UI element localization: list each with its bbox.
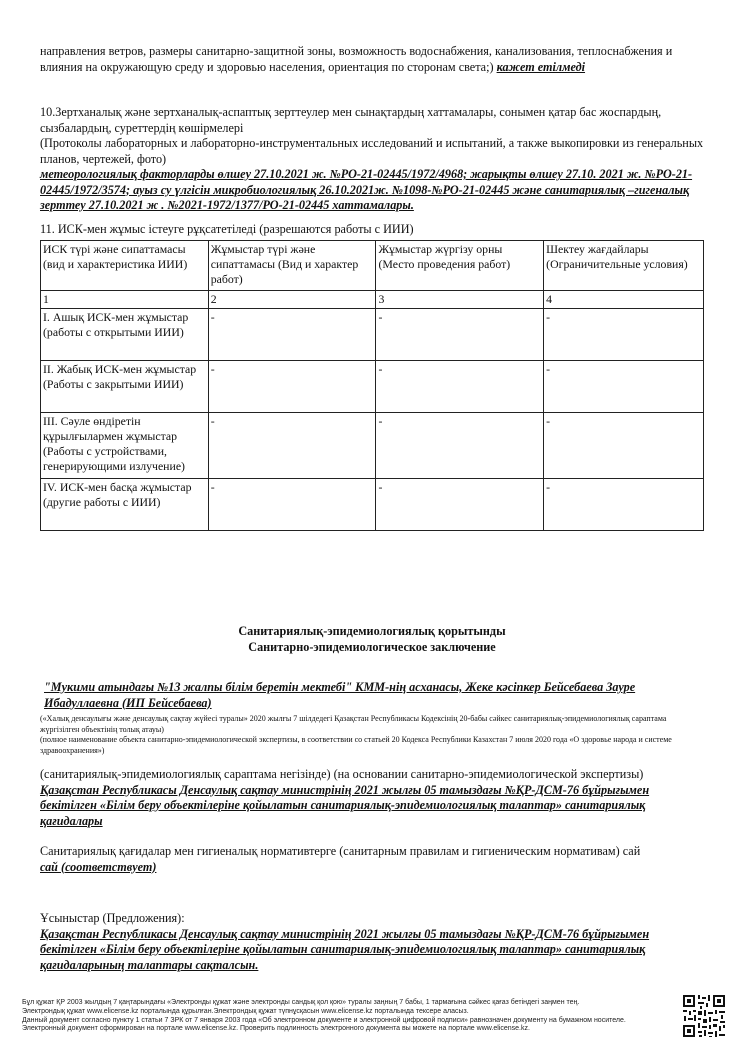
footer-line-3: Данный документ согласно пункту 1 статьи 7 ЗРК от 7 января 2003 года «Об электронном документе и электронной цифровой подписи» равнозначен документу на бумажном носителе. Электронный документ сформирован на портале www.elicense.kz. Проверить подлинность электронного документа вы можете на портале www.elicense.kz. <box>22 1016 626 1033</box>
table-number-cell: 3 <box>376 291 544 309</box>
top-line-2: теплоснабжения и влияния на окружающую среду и здоровью населения, ориентация по сторонам света;) <box>40 44 673 74</box>
table-header-cell: Жұмыстар жүргізу орны (Место проведения работ) <box>376 241 544 291</box>
isk-table <box>40 240 704 531</box>
basis-block <box>40 767 704 829</box>
compliance-value: сай (соответствует) <box>40 859 157 874</box>
conclusion-title-kz: Санитариялық-эпидемиологиялық қорытынды <box>238 624 506 638</box>
table-cell: - <box>544 361 704 413</box>
qr-code-graphic <box>681 993 727 1039</box>
table-header-cell: ИСК түрі және сипаттамасы (вид и характеристика ИИИ) <box>41 241 209 291</box>
table-cell: - <box>376 479 544 531</box>
table-header-row <box>41 241 704 291</box>
object-name-text: "Мукими атындағы №13 жалпы білім беретін мектебі" КММ-нің асханасы, Жеке кәсіпкер Бейсебаева Зауре Ибадуллаевна (ИП Бейсебаева) <box>44 680 636 710</box>
section-10-title-ru: (Протоколы лабораторных и лабораторно-инструментальных исследований и испытаний, а также выкопировки из генеральных планов, чертежей, фото) <box>40 136 704 166</box>
table-row <box>41 309 704 361</box>
table-cell: - <box>544 413 704 479</box>
table-cell: III. Сәуле өндіретін құрылғылармен жұмыстар (Работы с устройствами, генерирующими излучение) <box>41 413 209 479</box>
conclusion-title-ru: Санитарно-эпидемиологическое заключение <box>248 639 496 654</box>
table-row <box>41 413 704 479</box>
wind-directions-paragraph <box>40 44 704 75</box>
table-row <box>41 479 704 531</box>
top-answer: кажет етілмеді <box>496 59 586 74</box>
table-number-cell: 2 <box>208 291 376 309</box>
compliance-label: Санитариялық қағидалар мен гигиеналық нормативтерге (санитарным правилам и гигиеническим нормативам) сай <box>40 844 641 858</box>
section-10 <box>40 105 704 214</box>
compliance-block <box>40 844 704 875</box>
proposals-label: Ұсыныстар (Предложения): <box>40 911 185 925</box>
table-row <box>41 361 704 413</box>
table-cell: - <box>208 361 376 413</box>
section-10-title-kz: 10.Зертханалық және зертханалық-аспаптық зерттеулер мен сынақтардың хаттамалары, сонымен қатар бас жоспардың, сызбалардың, суреттердің көшірмелері <box>40 105 662 135</box>
table-cell: - <box>376 309 544 361</box>
table-number-row <box>41 291 704 309</box>
qr-code-icon <box>681 993 727 1039</box>
conclusion-title <box>40 624 704 655</box>
table-cell: I. Ашық ИСК-мен жұмыстар (работы с открытыми ИИИ) <box>41 309 209 361</box>
table-header-cell: Шектеу жағдайлары (Ограничительные условия) <box>544 241 704 291</box>
section-10-answer: метеорологиялық факторларды өлшеу 27.10.2021 ж. №РО-21-02445/1972/4968; жарықты өлшеу 27.10. 2021 ж. №РО-21-02445/1972/3574; ауыз су үлгісін микробиологиялық 26.10.2021ж. №1098-№РО-21-02445 және санитариялық –гигеналық зерттеу 27.10.2021 ж . №2021-1972/1377/РО-21-02445 хаттамалары. <box>40 167 693 212</box>
top-line-1: направления ветров, размеры санитарно-защитной зоны, возможность водоснабжения, канализования, <box>40 44 575 58</box>
section-11-title: 11. ИСК-мен жұмыс істеуге рұқсатетіледі (разрешаются работы с ИИИ) <box>40 222 414 236</box>
footer-line-2: Электрондық құжат www.elicense.kz порталында құрылған.Электрондық құжат түпнұсқасын www.elicense.kz порталында тексере аласыз. <box>22 1007 469 1015</box>
table-number-cell: 4 <box>544 291 704 309</box>
table-number-cell: 1 <box>41 291 209 309</box>
basis-label: (санитариялық-эпидемиологиялық сараптама негізінде) (на основании санитарно-эпидемиологической экспертизы) <box>40 767 644 781</box>
legal-footer <box>22 999 662 1034</box>
table-cell: - <box>544 309 704 361</box>
table-cell: - <box>376 413 544 479</box>
proposals-value: Қазақстан Республикасы Денсаулық сақтау министрінің 2021 жылғы 05 тамыздағы №ҚР-ДСМ-76 бұйрығымен бекітілген «Білім беру объектілеріне қойылатын санитариялық-эпидемиологиялық талаптар» санитариялық қағидаларының талаптары сақталсын. <box>40 926 650 972</box>
table-cell: - <box>544 479 704 531</box>
table-cell: II. Жабық ИСК-мен жұмыстар (Работы с закрытыми ИИИ) <box>41 361 209 413</box>
table-cell: - <box>376 361 544 413</box>
table-header-cell: Жұмыстар түрі және сипаттамасы (Вид и характер работ) <box>208 241 376 291</box>
proposals-block <box>40 911 704 973</box>
object-notes <box>40 714 704 756</box>
table-cell: - <box>208 413 376 479</box>
table-cell: - <box>208 479 376 531</box>
basis-value: Қазақстан Республикасы Денсаулық сақтау министрінің 2021 жылғы 05 тамыздағы №ҚР-ДСМ-76 бұйрығымен бекітілген «Білім беру объектілеріне қойылатын санитариялық-эпидемиологиялық талаптар» санитариялық қағидалары <box>40 782 650 828</box>
table-cell: - <box>208 309 376 361</box>
object-note-ru: (полное наименование объекта санитарно-эпидемиологической экспертизы, в соответствии со статьей 20 Кодекса Республики Казахстан 7 июля 2020 года «О здоровье народа и системе здравоохранения») <box>40 735 672 755</box>
footer-line-1: Бұл құжат ҚР 2003 жылдың 7 қаңтарындағы «Электронды құжат және электронды сандық қол қою» туралы заңның 7 бабы, 1 тармағына сәйкес қағаз бетіндегі заңмен тең. <box>22 999 580 1006</box>
object-name <box>44 680 704 711</box>
table-cell: IV. ИСК-мен басқа жұмыстар (другие работы с ИИИ) <box>41 479 209 531</box>
object-note-kz: («Халық денсаулығы және денсаулық сақтау жүйесі туралы» 2020 жылғы 7 шілдедегі Қазақстан Республикасы Кодексінің 20-бабы сәйкес санитариялық-эпидемиологиялық сараптама жүргізілген объектінің толық атауы) <box>40 714 667 734</box>
